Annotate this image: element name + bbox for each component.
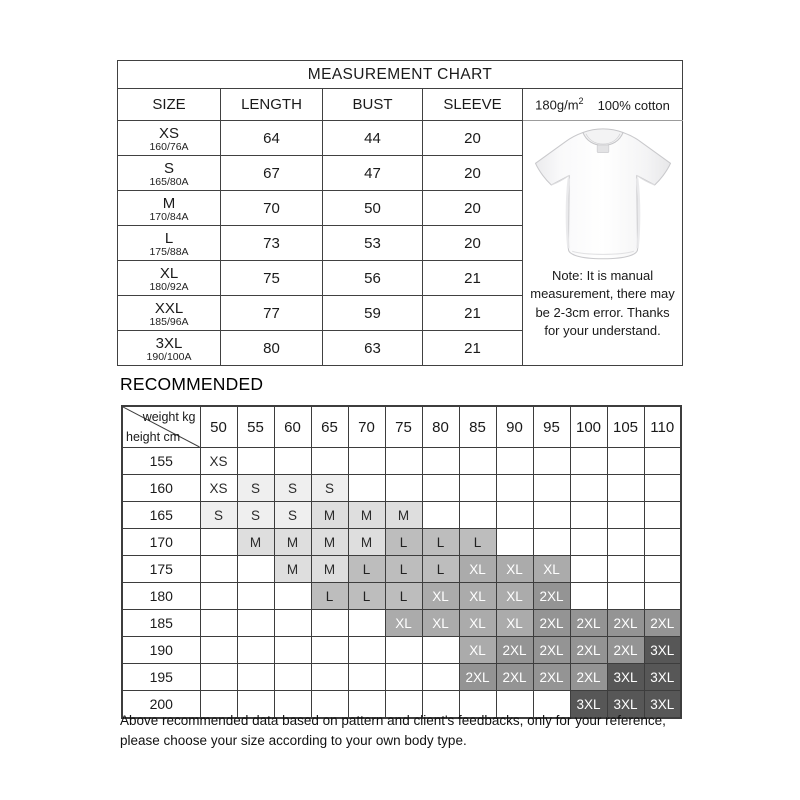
recommended-size-cell: L	[311, 583, 348, 610]
height-row-header: 170	[122, 529, 200, 556]
size-spec: 185/96A	[149, 315, 189, 328]
empty-cell	[644, 502, 681, 529]
recommended-size-cell: XL	[496, 610, 533, 637]
size-cell	[118, 121, 221, 156]
empty-cell	[533, 502, 570, 529]
size-cell	[118, 156, 221, 191]
size-cell	[118, 331, 221, 366]
empty-cell	[459, 502, 496, 529]
collar-tag	[597, 145, 609, 153]
bust-value: 44	[323, 121, 423, 156]
empty-cell	[237, 637, 274, 664]
empty-cell	[274, 448, 311, 475]
recommended-size-cell: L	[422, 529, 459, 556]
height-row-header: 175	[122, 556, 200, 583]
length-value: 75	[221, 261, 323, 296]
recommended-size-cell: 3XL	[644, 637, 681, 664]
recommended-size-cell: 2XL	[533, 583, 570, 610]
empty-cell	[274, 583, 311, 610]
size-label: 3XL	[155, 334, 183, 352]
empty-cell	[533, 448, 570, 475]
height-row-header: 165	[122, 502, 200, 529]
empty-cell	[200, 529, 237, 556]
recommended-size-cell: XL	[422, 610, 459, 637]
empty-cell	[459, 448, 496, 475]
empty-cell	[570, 556, 607, 583]
height-row-header: 190	[122, 637, 200, 664]
weight-column-header: 85	[459, 406, 496, 448]
axis-header-cell	[122, 406, 200, 448]
recommended-size-cell: 3XL	[607, 664, 644, 691]
sleeve-value: 20	[423, 226, 523, 261]
recommended-size-cell: M	[237, 529, 274, 556]
recommended-size-cell: 3XL	[607, 691, 644, 719]
recommended-size-cell: M	[311, 502, 348, 529]
empty-cell	[237, 448, 274, 475]
recommended-size-cell: 2XL	[607, 637, 644, 664]
size-label: XXL	[154, 299, 184, 317]
empty-cell	[311, 448, 348, 475]
empty-cell	[533, 475, 570, 502]
footnote	[120, 711, 695, 752]
measurement-note: Note: It is manual measurement, there may be 2-3cm error. Thanks for your understand.	[530, 268, 675, 339]
measurement-title-row	[118, 61, 683, 89]
empty-cell	[644, 583, 681, 610]
size-label: XL	[159, 264, 179, 282]
fabric-weight: 180g/m	[535, 97, 579, 113]
weight-column-header: 70	[348, 406, 385, 448]
recommended-size-cell: L	[385, 556, 422, 583]
axis-height-label: height cm	[126, 430, 181, 444]
empty-cell	[237, 583, 274, 610]
recommended-size-cell: L	[348, 583, 385, 610]
height-row-header: 185	[122, 610, 200, 637]
empty-cell	[533, 529, 570, 556]
empty-cell	[385, 475, 422, 502]
recommended-size-cell: S	[274, 475, 311, 502]
weight-column-header: 65	[311, 406, 348, 448]
empty-cell	[422, 502, 459, 529]
recommended-size-cell: L	[422, 556, 459, 583]
size-cell	[118, 226, 221, 261]
matrix-header-row	[122, 406, 681, 448]
empty-cell	[607, 529, 644, 556]
size-spec: 180/92A	[149, 280, 189, 293]
recommended-heading: RECOMMENDED	[120, 374, 264, 394]
recommended-size-cell: M	[274, 529, 311, 556]
empty-cell	[644, 529, 681, 556]
weight-column-header: 60	[274, 406, 311, 448]
recommended-size-cell: XL	[422, 583, 459, 610]
height-row-header: 155	[122, 448, 200, 475]
size-spec: 190/100A	[146, 350, 192, 363]
weight-column-header: 90	[496, 406, 533, 448]
measurement-header-row	[118, 89, 683, 121]
weight-column-header: 95	[533, 406, 570, 448]
recommended-size-cell: 2XL	[570, 610, 607, 637]
empty-cell	[200, 556, 237, 583]
weight-column-header: 75	[385, 406, 422, 448]
empty-cell	[496, 475, 533, 502]
height-row-header: 195	[122, 664, 200, 691]
empty-cell	[311, 664, 348, 691]
empty-cell	[607, 583, 644, 610]
empty-cell	[644, 448, 681, 475]
size-label: XS	[158, 124, 179, 142]
empty-cell	[348, 448, 385, 475]
empty-cell	[607, 448, 644, 475]
recommended-size-cell: 3XL	[570, 691, 607, 719]
bust-value: 50	[323, 191, 423, 226]
empty-cell	[607, 556, 644, 583]
weight-column-header: 50	[200, 406, 237, 448]
recommended-size-cell: 2XL	[533, 664, 570, 691]
recommended-size-cell: L	[348, 556, 385, 583]
measurement-table	[117, 60, 683, 366]
recommended-size-cell: XS	[200, 475, 237, 502]
bust-value: 53	[323, 226, 423, 261]
measurement-chart-title: MEASUREMENT CHART	[118, 61, 683, 89]
size-label: M	[162, 194, 176, 212]
tshirt-image	[528, 125, 678, 265]
sleeve-value: 21	[423, 331, 523, 366]
matrix-row	[122, 583, 681, 610]
recommended-size-cell: 2XL	[459, 664, 496, 691]
recommended-size-cell: L	[385, 529, 422, 556]
sleeve-value: 20	[423, 156, 523, 191]
empty-cell	[385, 637, 422, 664]
empty-cell	[385, 664, 422, 691]
empty-cell	[644, 556, 681, 583]
tshirt-cell	[523, 121, 683, 366]
weight-column-header: 80	[422, 406, 459, 448]
empty-cell	[570, 448, 607, 475]
matrix-row	[122, 556, 681, 583]
size-spec: 160/76A	[149, 140, 189, 153]
recommended-size-cell: S	[200, 502, 237, 529]
empty-cell	[570, 502, 607, 529]
sleeve-value: 21	[423, 261, 523, 296]
recommended-size-cell: M	[385, 502, 422, 529]
recommended-size-cell: XL	[459, 583, 496, 610]
length-value: 80	[221, 331, 323, 366]
size-spec: 170/84A	[149, 210, 189, 223]
recommended-size-cell: 3XL	[644, 691, 681, 719]
size-cell	[118, 261, 221, 296]
recommended-size-cell: XL	[459, 637, 496, 664]
recommended-size-cell: 2XL	[570, 637, 607, 664]
empty-cell	[496, 448, 533, 475]
empty-cell	[274, 637, 311, 664]
recommended-size-cell: XL	[533, 556, 570, 583]
measurement-row	[118, 121, 683, 156]
recommended-size-cell: 2XL	[533, 610, 570, 637]
recommended-size-table	[121, 405, 682, 719]
empty-cell	[274, 610, 311, 637]
empty-cell	[459, 475, 496, 502]
recommended-size-cell: 3XL	[644, 664, 681, 691]
recommended-size-cell: XL	[385, 610, 422, 637]
matrix-row	[122, 529, 681, 556]
empty-cell	[311, 637, 348, 664]
empty-cell	[422, 475, 459, 502]
recommended-size-cell: M	[348, 529, 385, 556]
bust-value: 47	[323, 156, 423, 191]
empty-cell	[348, 475, 385, 502]
sleeve-value: 21	[423, 296, 523, 331]
recommended-size-cell: S	[274, 502, 311, 529]
recommended-size-cell: 2XL	[570, 664, 607, 691]
empty-cell	[496, 502, 533, 529]
empty-cell	[570, 529, 607, 556]
size-cell	[118, 191, 221, 226]
size-label: L	[164, 229, 174, 247]
length-value: 64	[221, 121, 323, 156]
size-spec: 165/80A	[149, 175, 189, 188]
weight-column-header: 110	[644, 406, 681, 448]
axis-weight-label: weight kg	[142, 410, 196, 424]
recommended-size-cell: M	[311, 556, 348, 583]
sleeve-value: 20	[423, 121, 523, 156]
length-value: 70	[221, 191, 323, 226]
matrix-row	[122, 448, 681, 475]
recommended-size-cell: XL	[496, 583, 533, 610]
weight-column-header: 100	[570, 406, 607, 448]
bust-value: 63	[323, 331, 423, 366]
length-value: 77	[221, 296, 323, 331]
matrix-row	[122, 475, 681, 502]
recommended-size-cell: M	[311, 529, 348, 556]
empty-cell	[607, 502, 644, 529]
recommended-size-cell: 2XL	[607, 610, 644, 637]
empty-cell	[422, 448, 459, 475]
recommended-size-cell: XL	[459, 610, 496, 637]
empty-cell	[274, 664, 311, 691]
height-row-header: 200	[122, 691, 200, 719]
empty-cell	[237, 664, 274, 691]
empty-cell	[311, 610, 348, 637]
recommended-size-cell: L	[459, 529, 496, 556]
recommended-size-cell: S	[237, 502, 274, 529]
fabric-weight-sup: 2	[578, 96, 584, 107]
empty-cell	[200, 664, 237, 691]
empty-cell	[607, 475, 644, 502]
recommended-size-cell: XL	[459, 556, 496, 583]
size-cell	[118, 296, 221, 331]
weight-column-header: 105	[607, 406, 644, 448]
recommended-size-cell: 2XL	[496, 664, 533, 691]
empty-cell	[237, 556, 274, 583]
recommended-size-cell: L	[385, 583, 422, 610]
recommended-size-cell: 2XL	[644, 610, 681, 637]
fabric-info	[523, 89, 683, 121]
empty-cell	[200, 610, 237, 637]
empty-cell	[348, 664, 385, 691]
fabric-material: 100% cotton	[597, 97, 670, 113]
column-header-sleeve: SLEEVE	[423, 89, 523, 121]
empty-cell	[385, 448, 422, 475]
size-label: S	[163, 159, 174, 177]
column-header-length: LENGTH	[221, 89, 323, 121]
recommended-size-cell: 2XL	[533, 637, 570, 664]
empty-cell	[422, 637, 459, 664]
empty-cell	[348, 610, 385, 637]
length-value: 67	[221, 156, 323, 191]
recommended-size-cell: S	[237, 475, 274, 502]
empty-cell	[644, 475, 681, 502]
recommended-size-cell: S	[311, 475, 348, 502]
bust-value: 56	[323, 261, 423, 296]
recommended-size-cell: 2XL	[496, 637, 533, 664]
empty-cell	[496, 529, 533, 556]
empty-cell	[200, 637, 237, 664]
matrix-row	[122, 637, 681, 664]
matrix-row	[122, 610, 681, 637]
size-spec: 175/88A	[149, 245, 189, 258]
height-row-header: 180	[122, 583, 200, 610]
sleeve-value: 20	[423, 191, 523, 226]
recommended-size-cell: M	[348, 502, 385, 529]
empty-cell	[237, 610, 274, 637]
length-value: 73	[221, 226, 323, 261]
matrix-row	[122, 664, 681, 691]
footnote-line-1: Above recommended data based on pattern and client's feedbacks, only for your reference,	[120, 713, 666, 728]
weight-column-header: 55	[237, 406, 274, 448]
recommended-size-cell: XL	[496, 556, 533, 583]
height-row-header: 160	[122, 475, 200, 502]
empty-cell	[570, 475, 607, 502]
empty-cell	[348, 637, 385, 664]
column-header-size: SIZE	[118, 89, 221, 121]
recommended-size-cell: M	[274, 556, 311, 583]
empty-cell	[200, 583, 237, 610]
footnote-line-2: please choose your size according to your own body type.	[120, 733, 467, 749]
empty-cell	[570, 583, 607, 610]
matrix-row	[122, 502, 681, 529]
column-header-bust: BUST	[323, 89, 423, 121]
recommended-size-cell: XS	[200, 448, 237, 475]
empty-cell	[422, 664, 459, 691]
bust-value: 59	[323, 296, 423, 331]
